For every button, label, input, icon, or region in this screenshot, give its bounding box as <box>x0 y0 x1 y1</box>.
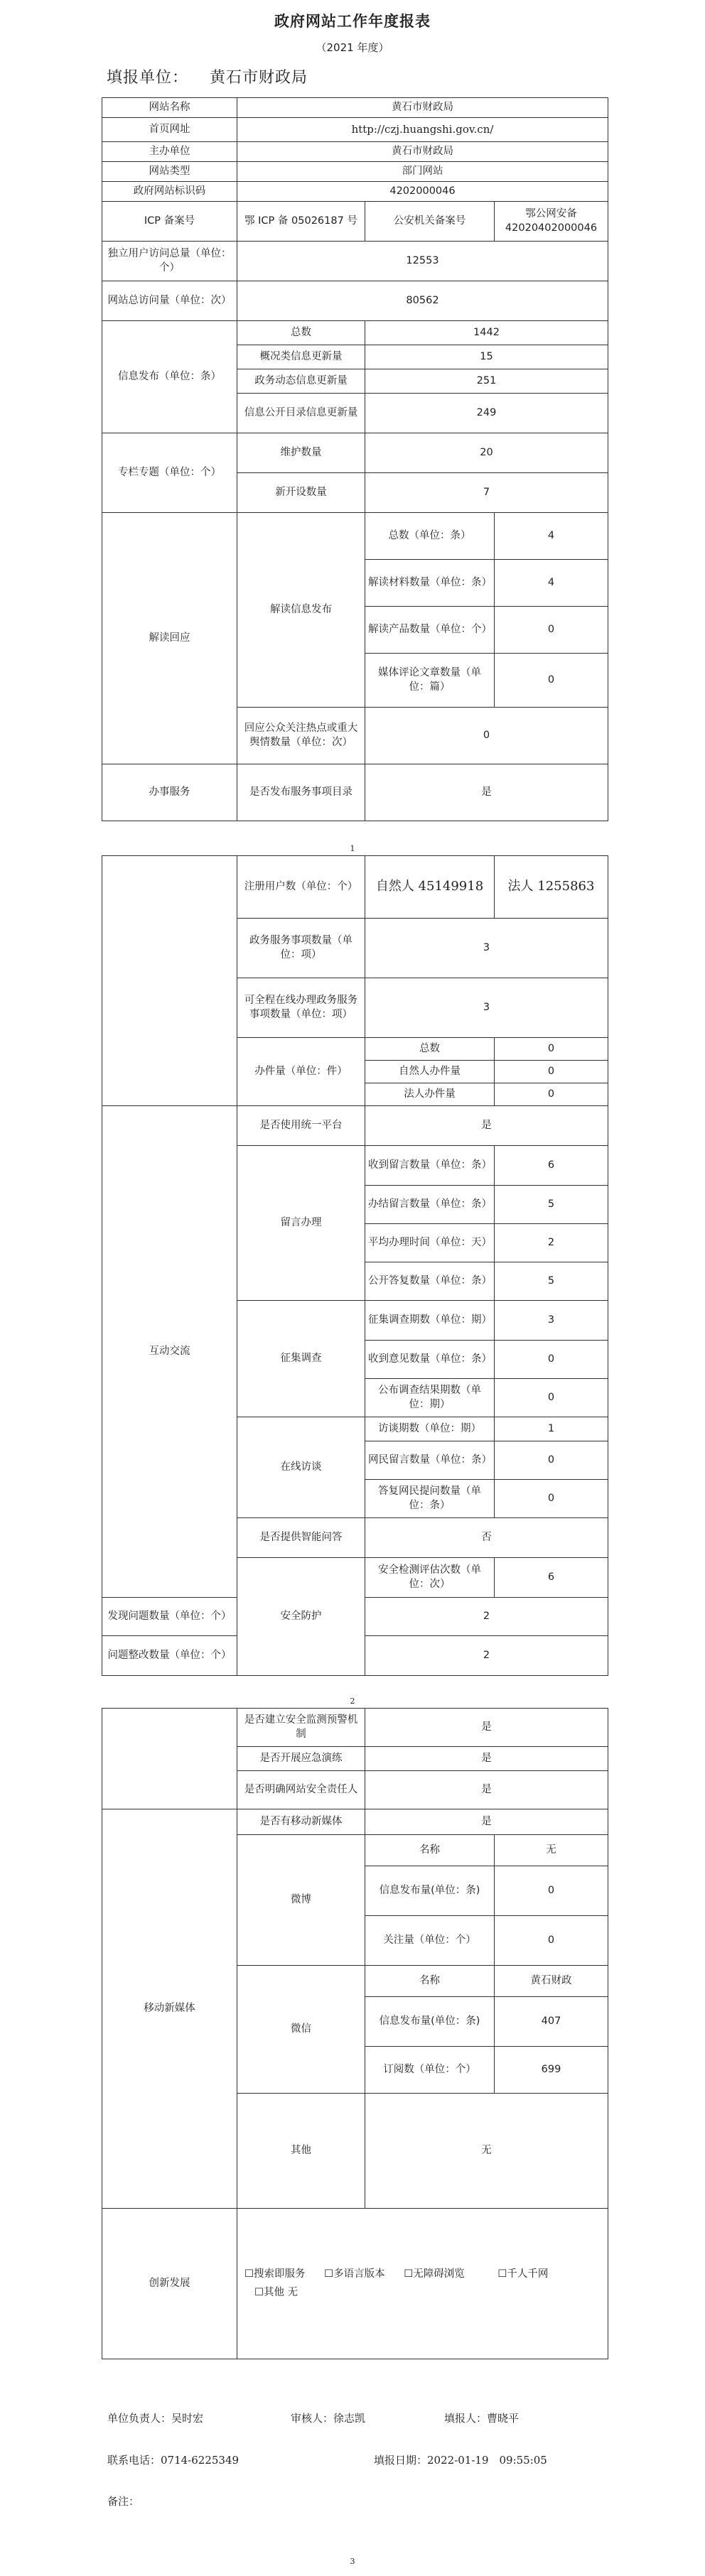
cell-label: 是否提供智能问答 <box>237 1518 365 1558</box>
cell-label: 留言办理 <box>237 1146 365 1301</box>
cell-value: 无 <box>495 1835 608 1866</box>
cell-label: 自然人办件量 <box>365 1061 495 1083</box>
cell-value: 鄂公网安备 42020402000046 <box>495 202 608 242</box>
cell-value: 5 <box>495 1262 608 1301</box>
section-label: 专栏专题（单位：个） <box>102 433 237 513</box>
page-title: 政府网站工作年度报表 <box>274 13 431 30</box>
cell-value: 0 <box>495 1341 608 1379</box>
cell-label: 维护数量 <box>237 433 365 473</box>
cell-label: 是否有移动新媒体 <box>237 1809 365 1835</box>
cell-label: 首页网址 <box>102 118 237 142</box>
cell-label: 主办单位 <box>102 142 237 162</box>
section-label-empty <box>102 1709 237 1809</box>
cell-label: 法人办件量 <box>365 1083 495 1106</box>
cell-label: 回应公众关注热点或重大舆情数量（单位：次） <box>237 708 365 764</box>
option-accessibility: ☐无障碍浏览 <box>404 2268 465 2280</box>
cell-label: 收到意见数量（单位：条） <box>365 1341 495 1379</box>
cell-label: 解读信息发布 <box>237 513 365 708</box>
cell-value: 2 <box>495 1224 608 1262</box>
cell-label: 问题整改数量（单位：个） <box>102 1636 237 1676</box>
homepage-url: http://czj.huangshi.gov.cn/ <box>237 118 608 142</box>
cell-label: 名称 <box>365 1835 495 1866</box>
option-personalized: ☐千人千网 <box>497 2268 549 2280</box>
cell-label: 政务服务事项数量（单位：项） <box>237 919 365 978</box>
cell-label: 安全检测评估次数（单位：次） <box>365 1558 495 1598</box>
cell-label: 名称 <box>365 1966 495 1997</box>
cell-value: 7 <box>365 473 608 513</box>
cell-label: 平均办理时间（单位：天） <box>365 1224 495 1262</box>
cell-value: 3 <box>495 1301 608 1341</box>
cell-value: 699 <box>495 2047 608 2094</box>
cell-value: 5 <box>495 1186 608 1224</box>
cell-label: 总数（单位：条） <box>365 513 495 560</box>
cell-label: 是否开展应急演练 <box>237 1747 365 1771</box>
cell-label: 是否使用统一平台 <box>237 1106 365 1146</box>
cell-label: 公安机关备案号 <box>365 202 495 242</box>
page-number: 2 <box>350 1696 355 1706</box>
cell-value: 0 <box>495 1441 608 1480</box>
cell-label: 是否明确网站安全责任人 <box>237 1771 365 1809</box>
filler: 填报人：曹晓平 <box>444 2412 520 2425</box>
cell-label: 公开答复数量（单位：条） <box>365 1262 495 1301</box>
cell-label: 解读材料数量（单位：条） <box>365 560 495 607</box>
cell-label: 网站类型 <box>102 162 237 182</box>
report-table-page2 <box>102 855 608 1676</box>
cell-label: 其他 <box>237 2094 365 2209</box>
cell-label: 关注量（单位：个） <box>365 1916 495 1966</box>
cell-value: 是 <box>365 764 608 821</box>
cell-value: 0 <box>495 1916 608 1966</box>
report-table-page1 <box>102 97 608 821</box>
cell-label: 访谈期数（单位：期） <box>365 1417 495 1441</box>
cell-value: 0 <box>495 1038 608 1061</box>
filing-unit <box>107 65 308 87</box>
report-year: （2021 年度） <box>316 41 389 54</box>
section-label: 创新发展 <box>102 2209 237 2359</box>
unit-leader: 单位负责人：吴时宏 <box>107 2412 204 2425</box>
cell-label: 信息发布量(单位：条) <box>365 1866 495 1916</box>
cell-label: 可全程在线办理政务服务事项数量（单位：项） <box>237 978 365 1038</box>
cell-label: 网站名称 <box>102 98 237 118</box>
cell-value: 4 <box>495 513 608 560</box>
option-other: ☐其他 无 <box>254 2286 298 2298</box>
cell-label: 微信 <box>237 1966 365 2094</box>
cell-value: 2 <box>365 1636 608 1676</box>
cell-label: 信息公开目录信息更新量 <box>237 394 365 433</box>
cell-label: 是否建立安全监测预警机制 <box>237 1709 365 1747</box>
cell-value: 是 <box>365 1771 608 1809</box>
section-label: 解读回应 <box>102 513 237 764</box>
report-table-page3 <box>102 1708 608 2359</box>
cell-value: 3 <box>365 978 608 1038</box>
cell-value: 黄石市财政局 <box>237 142 608 162</box>
cell-value: 黄石财政 <box>495 1966 608 1997</box>
cell-label: 媒体评论文章数量（单位：篇） <box>365 654 495 708</box>
cell-value: 1442 <box>365 321 608 345</box>
cell-value: 0 <box>495 1083 608 1106</box>
cell-label: 发现问题数量（单位：个） <box>102 1598 237 1636</box>
cell-value: 无 <box>365 2094 608 2209</box>
cell-value: 20 <box>365 433 608 473</box>
remarks: 备注： <box>107 2495 140 2508</box>
cell-label: 在线访谈 <box>237 1417 365 1518</box>
cell-value: 0 <box>495 654 608 708</box>
cell-value: 4202000046 <box>237 182 608 202</box>
fill-date: 填报日期：2022-01-19 09:55:05 <box>374 2454 547 2467</box>
cell-label: 办件量（单位：件） <box>237 1038 365 1106</box>
cell-label: 概况类信息更新量 <box>237 345 365 369</box>
cell-label: 办结留言数量（单位：条） <box>365 1186 495 1224</box>
cell-label: 信息发布量(单位：条) <box>365 1997 495 2047</box>
cell-label: 征集调查 <box>237 1301 365 1417</box>
cell-value: 是 <box>365 1809 608 1835</box>
cell-value: 249 <box>365 394 608 433</box>
cell-label: 公布调查结果期数（单位：期） <box>365 1379 495 1417</box>
cell-value: 0 <box>495 1379 608 1417</box>
cell-label: 总数 <box>237 321 365 345</box>
cell-label: 网民留言数量（单位：条） <box>365 1441 495 1480</box>
cell-value: 部门网站 <box>237 162 608 182</box>
section-label: 移动新媒体 <box>102 1809 237 2209</box>
filing-unit-value: 黄石市财政局 <box>210 69 308 87</box>
cell-value: 15 <box>365 345 608 369</box>
cell-value: 12553 <box>237 242 608 281</box>
cell-label: ICP 备案号 <box>102 202 237 242</box>
auditor: 审核人：徐志凯 <box>291 2412 366 2425</box>
cell-value: 0 <box>365 708 608 764</box>
cell-value: 0 <box>495 1061 608 1083</box>
cell-label: 政府网站标识码 <box>102 182 237 202</box>
cell-label: 订阅数（单位：个） <box>365 2047 495 2094</box>
section-label: 互动交流 <box>102 1106 237 1598</box>
cell-value: 6 <box>495 1146 608 1186</box>
page-number: 3 <box>350 2557 355 2566</box>
cell-label: 政务动态信息更新量 <box>237 369 365 394</box>
cell-label: 独立用户访问总量（单位：个） <box>102 242 237 281</box>
cell-label: 总数 <box>365 1038 495 1061</box>
section-label: 安全防护 <box>237 1558 365 1676</box>
page-number: 1 <box>350 844 355 853</box>
cell-value: 否 <box>365 1518 608 1558</box>
cell-value: 是 <box>365 1106 608 1146</box>
cell-value: 407 <box>495 1997 608 2047</box>
cell-label: 是否发布服务事项目录 <box>237 764 365 821</box>
cell-label: 网站总访问量（单位：次） <box>102 281 237 321</box>
cell-value: 2 <box>365 1598 608 1636</box>
cell-label: 答复网民提问数量（单位：条） <box>365 1480 495 1518</box>
cell-value: 是 <box>365 1709 608 1747</box>
cell-label: 新开设数量 <box>237 473 365 513</box>
cell-label: 微博 <box>237 1835 365 1966</box>
cell-value: 0 <box>495 1866 608 1916</box>
cell-value: 鄂 ICP 备 05026187 号 <box>237 202 365 242</box>
contact-phone: 联系电话：0714-6225349 <box>107 2454 240 2467</box>
innovation-options <box>237 2209 608 2359</box>
reg-person: 自然人 45149918 <box>365 856 495 919</box>
cell-value: 6 <box>495 1558 608 1598</box>
cell-value: 4 <box>495 560 608 607</box>
section-label: 办事服务 <box>102 764 237 821</box>
filing-unit-label: 填报单位： <box>107 69 189 87</box>
option-search-service: ☐搜索即服务 <box>244 2268 306 2280</box>
cell-value: 0 <box>495 1480 608 1518</box>
reg-legal: 法人 1255863 <box>495 856 608 919</box>
section-label-empty <box>102 856 237 1106</box>
cell-value: 3 <box>365 919 608 978</box>
option-multilingual: ☐多语言版本 <box>324 2268 385 2280</box>
cell-value: 黄石市财政局 <box>237 98 608 118</box>
cell-value: 80562 <box>237 281 608 321</box>
cell-value: 是 <box>365 1747 608 1771</box>
cell-value: 251 <box>365 369 608 394</box>
cell-value: 0 <box>495 607 608 654</box>
cell-label: 注册用户数（单位：个） <box>237 856 365 919</box>
cell-label: 解读产品数量（单位：个） <box>365 607 495 654</box>
cell-label: 征集调查期数（单位：期） <box>365 1301 495 1341</box>
section-label: 信息发布（单位：条） <box>102 321 237 433</box>
cell-value: 1 <box>495 1417 608 1441</box>
cell-label: 收到留言数量（单位：条） <box>365 1146 495 1186</box>
